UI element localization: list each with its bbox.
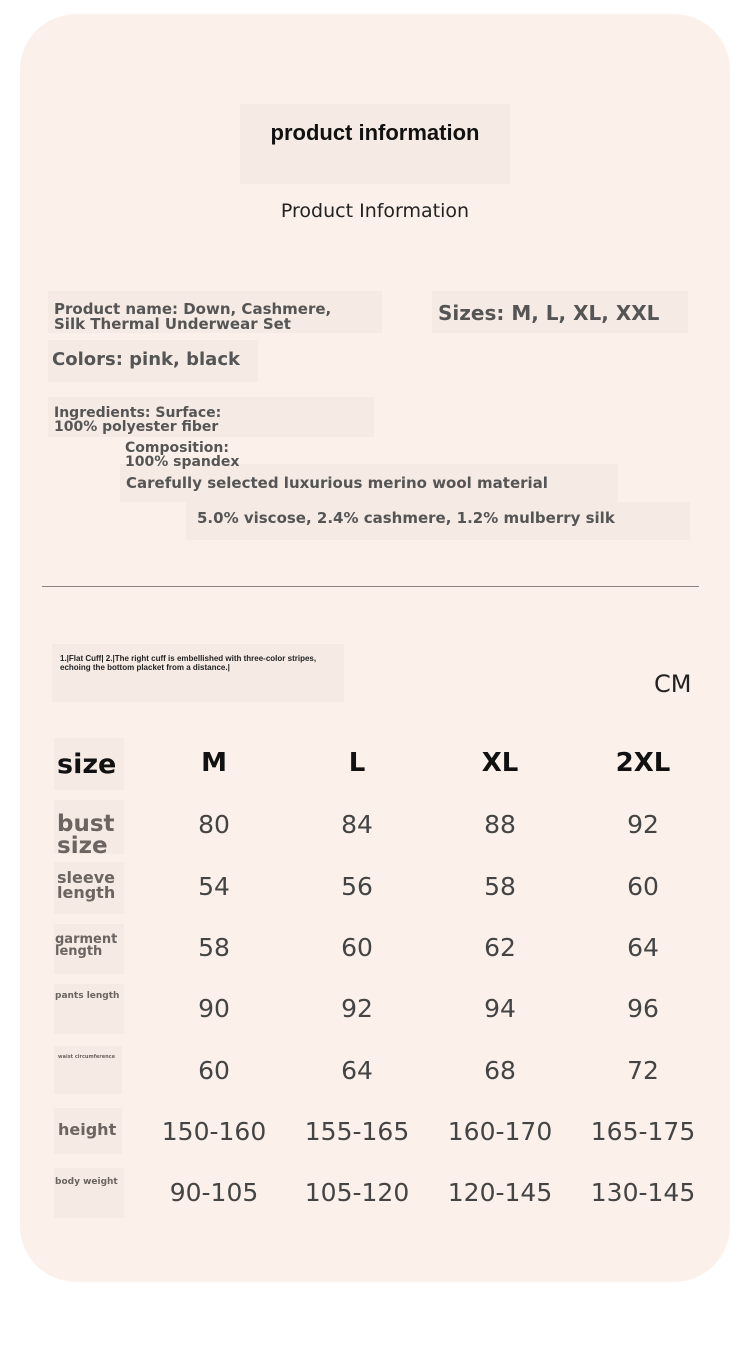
ingredients-info: Ingredients: Surface: 100% polyester fiber [54,405,222,435]
table-cell: 92 [341,994,373,1023]
table-cell: 62 [484,933,516,962]
table-cell: 60 [341,933,373,962]
table-cell: 58 [484,872,516,901]
table-cell: 68 [484,1056,516,1085]
column-header-m: M [201,748,227,778]
column-header-xl: XL [481,748,519,778]
table-cell: 72 [627,1056,659,1085]
size-header-label: size [57,749,117,780]
table-cell: 60 [198,1056,230,1085]
table-cell: 58 [198,933,230,962]
table-cell: 150-160 [161,1117,267,1146]
table-cell: 130-145 [590,1178,696,1207]
row-label-sleeve-length: sleeve length [57,868,116,903]
table-cell: 64 [341,1056,373,1085]
column-header-2xl: 2XL [615,748,671,778]
table-cell: 60 [627,872,659,901]
section-divider [42,586,699,587]
row-label-waist-circumference: waist circumference [58,1054,116,1060]
table-cell: 155-165 [304,1117,410,1146]
table-cell: 96 [627,994,659,1023]
row-label-body-weight: body weight [55,1177,118,1187]
sizes-info: Sizes: M, L, XL, XXL [438,301,660,325]
row-label-garment-length: garment length [55,932,118,960]
page-title: product information [270,120,480,145]
table-cell: 54 [198,872,230,901]
table-cell: 88 [484,810,516,839]
page-subtitle: Product Information [280,200,470,222]
cuff-note: 1.|Flat Cuff| 2.|The right cuff is embellished with three-color stripes, echoing the bottom placket from a distance.| [60,654,317,673]
row-label-bust-size: bust size [57,811,115,859]
colors-info: Colors: pink, black [52,349,240,370]
table-cell: 80 [198,810,230,839]
row-label-pants-length: pants length [55,991,120,1001]
blend-info: 5.0% viscose, 2.4% cashmere, 1.2% mulberry silk [197,509,615,527]
table-cell: 120-145 [447,1178,553,1207]
table-cell: 56 [341,872,373,901]
table-cell: 90-105 [169,1178,259,1207]
material-info: Carefully selected luxurious merino wool material [126,474,548,492]
row-label-backdrop [54,1168,124,1218]
table-cell: 165-175 [590,1117,696,1146]
table-cell: 90 [198,994,230,1023]
product-name: Product name: Down, Cashmere, Silk Thermal Underwear Set [54,300,332,333]
table-cell: 64 [627,933,659,962]
unit-label: CM [654,670,692,698]
table-cell: 160-170 [447,1117,553,1146]
composition-info: Composition: 100% spandex [125,440,240,470]
row-label-height: height [58,1120,117,1139]
table-cell: 84 [341,810,373,839]
column-header-l: L [348,748,366,778]
table-cell: 105-120 [304,1178,410,1207]
table-cell: 94 [484,994,516,1023]
table-cell: 92 [627,810,659,839]
